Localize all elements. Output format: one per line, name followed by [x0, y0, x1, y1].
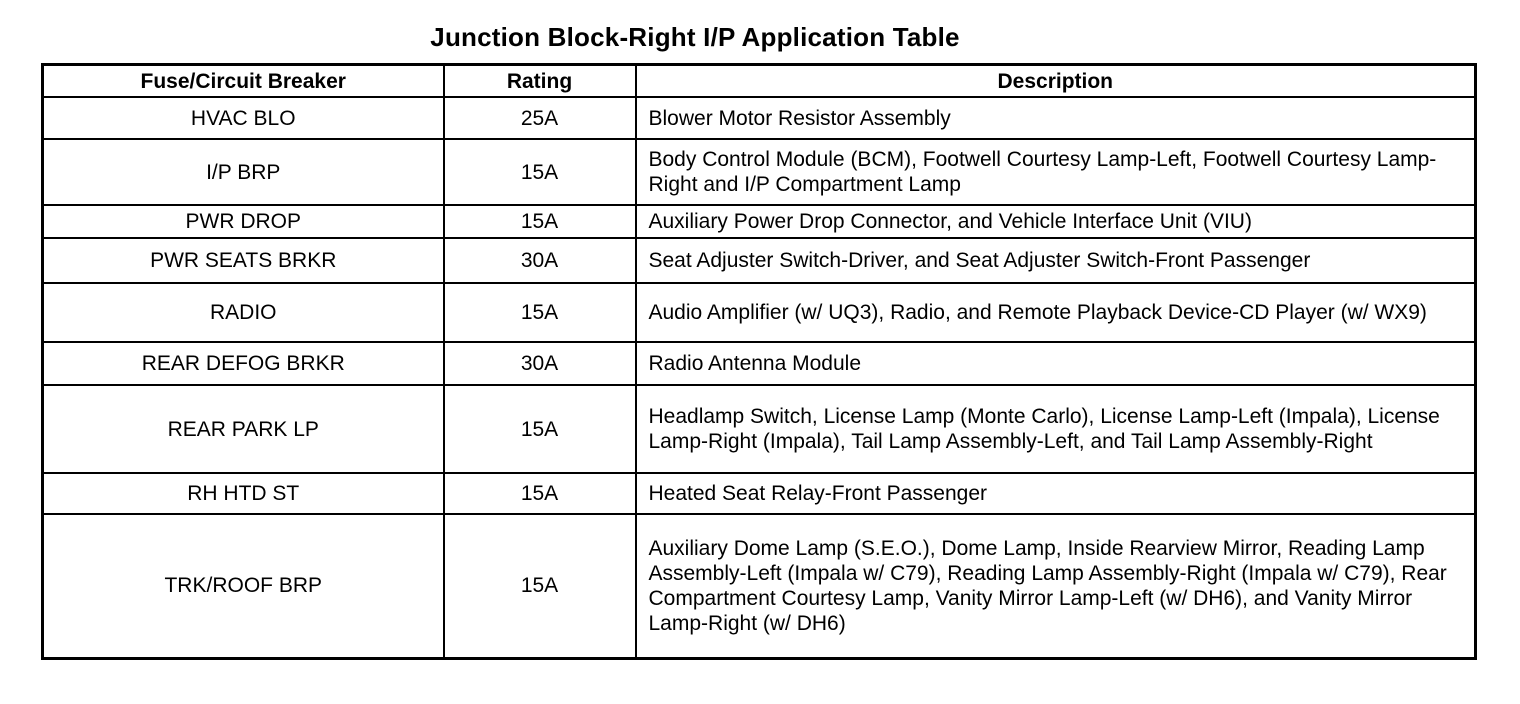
fuse-cell: I/P BRP [43, 139, 444, 205]
fuse-cell: REAR DEFOG BRKR [43, 342, 444, 385]
table-row [43, 97, 1476, 139]
fuse-cell: REAR PARK LP [43, 385, 444, 473]
rating-cell: 15A [444, 205, 636, 238]
table-title: Junction Block-Right I/P Application Table [430, 22, 960, 52]
description-cell: Headlamp Switch, License Lamp (Monte Carlo), License Lamp-Left (Impala), License Lamp-Right (Impala), Tail Lamp Assembly-Left, and Tail Lamp Assembly-Right [636, 385, 1476, 473]
fuse-cell: RH HTD ST [43, 473, 444, 514]
rating-cell: 30A [444, 342, 636, 385]
description-cell: Body Control Module (BCM), Footwell Courtesy Lamp-Left, Footwell Courtesy Lamp-Right and I/P Compartment Lamp [636, 139, 1476, 205]
description-cell: Audio Amplifier (w/ UQ3), Radio, and Remote Playback Device-CD Player (w/ WX9) [636, 283, 1476, 342]
application-table [41, 63, 1477, 660]
table-row [43, 473, 1476, 514]
table-row [43, 205, 1476, 238]
column-header-fuse: Fuse/Circuit Breaker [43, 65, 444, 98]
table-row [43, 139, 1476, 205]
description-cell: Auxiliary Power Drop Connector, and Vehicle Interface Unit (VIU) [636, 205, 1476, 238]
rating-cell: 15A [444, 514, 636, 658]
header-row [43, 65, 1476, 98]
rating-cell: 25A [444, 97, 636, 139]
table-row [43, 283, 1476, 342]
fuse-cell: PWR DROP [43, 205, 444, 238]
table-row [43, 385, 1476, 473]
table-row [43, 342, 1476, 385]
description-cell: Seat Adjuster Switch-Driver, and Seat Adjuster Switch-Front Passenger [636, 238, 1476, 283]
rating-cell: 15A [444, 139, 636, 205]
table-row [43, 238, 1476, 283]
column-header-description: Description [636, 65, 1476, 98]
description-cell: Heated Seat Relay-Front Passenger [636, 473, 1476, 514]
rating-cell: 30A [444, 238, 636, 283]
description-cell: Radio Antenna Module [636, 342, 1476, 385]
description-cell: Blower Motor Resistor Assembly [636, 97, 1476, 139]
description-cell: Auxiliary Dome Lamp (S.E.O.), Dome Lamp, Inside Rearview Mirror, Reading Lamp Assembly-Left (Impala w/ C79), Reading Lamp Assembly-Right (Impala w/ C79), Rear Compartment Courtesy Lamp, Vanity Mirror Lamp-Left (w/ DH6), and Vanity Mirror Lamp-Right (w/ DH6) [636, 514, 1476, 658]
rating-cell: 15A [444, 385, 636, 473]
fuse-cell: TRK/ROOF BRP [43, 514, 444, 658]
rating-cell: 15A [444, 283, 636, 342]
column-header-rating: Rating [444, 65, 636, 98]
table-row [43, 514, 1476, 658]
fuse-cell: HVAC BLO [43, 97, 444, 139]
fuse-cell: PWR SEATS BRKR [43, 238, 444, 283]
rating-cell: 15A [444, 473, 636, 514]
fuse-cell: RADIO [43, 283, 444, 342]
